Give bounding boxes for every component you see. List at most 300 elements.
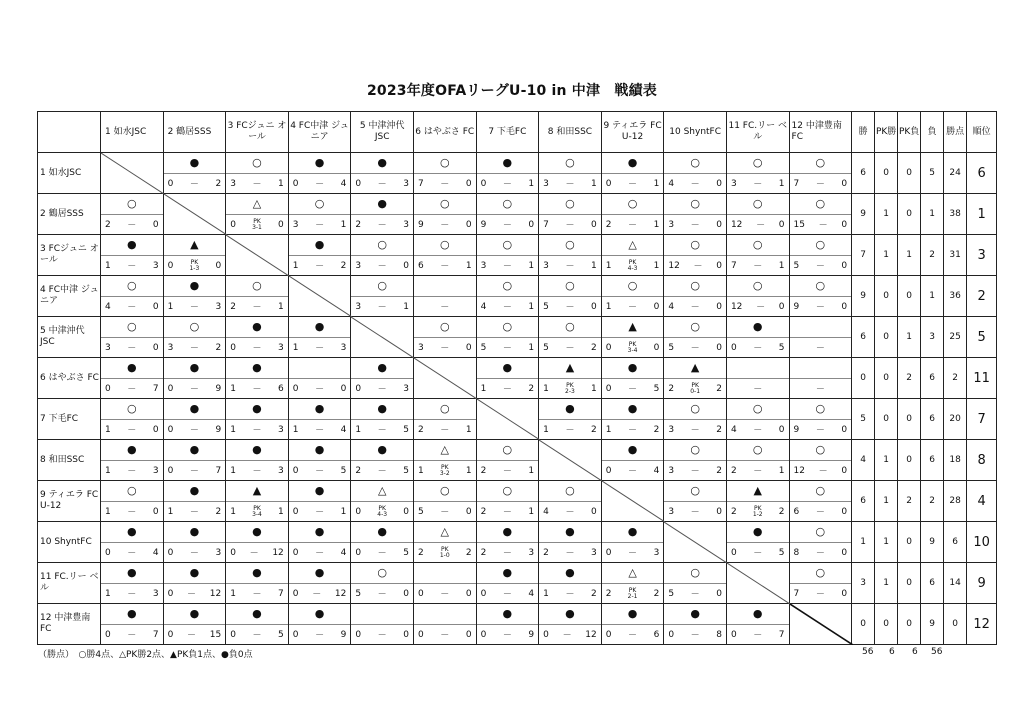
score	[602, 297, 664, 316]
score-home: 0	[292, 465, 299, 476]
score	[101, 625, 163, 644]
self-match-cell	[664, 522, 727, 563]
stat-pk-losses: 0	[898, 194, 921, 235]
score-away: 2	[591, 424, 597, 435]
score-home: 1	[292, 342, 299, 353]
score	[602, 584, 664, 603]
score-away: 0	[841, 219, 848, 230]
result-symbol-icon: ○	[101, 194, 163, 215]
match-result-cell	[226, 604, 289, 645]
self-match-cell	[226, 235, 289, 276]
table-row	[38, 235, 997, 276]
score	[351, 215, 413, 234]
match-result-cell	[601, 317, 664, 358]
score-dash: －	[315, 631, 325, 641]
match-result-cell	[288, 481, 351, 522]
match-result-cell	[539, 235, 602, 276]
result-symbol-icon: ●	[164, 276, 226, 297]
stat-pk-wins: 0	[875, 153, 898, 194]
result-symbol-icon: ●	[477, 604, 539, 625]
match-result-cell	[413, 604, 476, 645]
score-home: 1	[105, 465, 111, 476]
col-header-team: 4 FC中津 ジュニア	[288, 112, 351, 153]
result-symbol-icon: ●	[477, 153, 539, 174]
score-away: 1	[528, 342, 535, 353]
score-home: 1	[605, 424, 612, 435]
stat-pk-wins: 0	[875, 399, 898, 440]
score	[351, 379, 413, 398]
row-team-name: 1 如水JSC	[38, 153, 101, 194]
score	[790, 256, 852, 275]
match-result-cell	[101, 481, 164, 522]
result-symbol-icon	[414, 276, 476, 297]
score-dash: －	[377, 549, 387, 559]
match-result-cell	[351, 276, 414, 317]
score-away: 5	[278, 629, 284, 640]
result-symbol-icon: ●	[289, 399, 351, 420]
score-dash: －	[315, 221, 325, 231]
score-dash: －	[189, 180, 199, 190]
match-result-cell	[539, 604, 602, 645]
score-home: 8	[793, 547, 800, 558]
match-result-cell	[726, 276, 789, 317]
score-away: 5	[403, 547, 409, 558]
self-match-cell	[101, 153, 164, 194]
result-symbol-icon: ●	[351, 522, 413, 543]
match-result-cell	[664, 317, 727, 358]
pk-score: PK 3-2	[439, 463, 450, 477]
score-home: 0	[167, 547, 174, 558]
score-home: 4	[668, 178, 675, 189]
row-team-name: 5 中津沖代 JSC	[38, 317, 101, 358]
score-home: 0	[292, 506, 299, 517]
result-symbol-icon: ●	[101, 235, 163, 256]
result-symbol-icon: ○	[790, 235, 852, 256]
result-symbol-icon	[414, 604, 476, 625]
score-dash: －	[127, 467, 137, 477]
match-result-cell	[163, 276, 226, 317]
match-result-cell	[476, 604, 539, 645]
result-symbol-icon: △	[602, 563, 664, 584]
score-home: 3	[167, 342, 174, 353]
score-home: 1	[230, 424, 236, 435]
score	[101, 543, 163, 562]
score-dash: －	[753, 631, 763, 641]
score-away: 0	[465, 178, 472, 189]
stat-pk-wins: 0	[875, 358, 898, 399]
match-result-cell	[539, 153, 602, 194]
stat-points: 18	[944, 440, 967, 481]
stat-losses: 2	[921, 235, 944, 276]
results-table	[37, 111, 997, 645]
score-dash: －	[440, 344, 450, 354]
score-home: 0	[730, 629, 737, 640]
score-away: 1	[465, 465, 472, 476]
score	[727, 543, 789, 562]
stat-pk-losses: 0	[898, 399, 921, 440]
stat-points: 28	[944, 481, 967, 522]
score-dash: －	[315, 385, 325, 395]
score	[414, 420, 476, 439]
stat-rank: 7	[967, 399, 997, 440]
self-match-cell	[163, 194, 226, 235]
total-pk-wins: 6	[889, 647, 895, 657]
match-result-cell	[664, 153, 727, 194]
score-home: 0	[230, 547, 236, 558]
score-away: 12	[272, 547, 284, 558]
score-home: 9	[480, 219, 487, 230]
score-dash: －	[315, 508, 325, 518]
score	[226, 502, 288, 521]
table-row	[38, 481, 997, 522]
score	[539, 625, 601, 644]
score-home: 2	[417, 424, 424, 435]
score-away: 1	[403, 301, 409, 312]
self-match-cell	[476, 399, 539, 440]
score	[414, 461, 476, 480]
score-dash: －	[315, 344, 325, 354]
pk-score: PK 4-3	[377, 504, 388, 518]
score-dash: －	[189, 344, 199, 354]
score-home: 0	[355, 178, 362, 189]
match-result-cell	[288, 563, 351, 604]
score-away: 0	[716, 342, 722, 353]
score	[289, 502, 351, 521]
score-home: 4	[480, 301, 487, 312]
score-home: 0	[167, 588, 174, 599]
result-symbol-icon: ●	[664, 604, 726, 625]
score-home: 0	[605, 629, 612, 640]
score	[164, 543, 226, 562]
match-result-cell	[476, 194, 539, 235]
result-symbol-icon: ○	[414, 153, 476, 174]
match-result-cell	[789, 481, 852, 522]
score-away: 0	[841, 506, 848, 517]
score-home: 1	[292, 424, 299, 435]
score	[101, 338, 163, 357]
score-away: 2	[215, 178, 222, 189]
score-home: 4	[668, 301, 675, 312]
score-away: 1	[653, 219, 660, 230]
score-away: 0	[591, 219, 597, 230]
score-home: 3	[730, 178, 737, 189]
score	[727, 338, 789, 357]
score-away: 15	[209, 629, 222, 640]
result-symbol-icon: ○	[477, 235, 539, 256]
score-home: 12	[668, 260, 680, 271]
diagonal-line-icon	[351, 317, 414, 358]
score-away: 4	[152, 547, 159, 558]
score	[664, 256, 726, 275]
score	[664, 461, 726, 480]
score-away: 0	[778, 301, 785, 312]
result-symbol-icon: ○	[664, 235, 726, 256]
score-home: 0	[417, 588, 424, 599]
score-home: 0	[230, 342, 236, 353]
match-result-cell	[226, 563, 289, 604]
score	[226, 297, 288, 316]
col-header-wins: 勝	[852, 112, 875, 153]
score	[101, 502, 163, 521]
score	[226, 174, 288, 193]
table-row	[38, 153, 997, 194]
result-symbol-icon: △	[226, 194, 288, 215]
match-result-cell	[226, 317, 289, 358]
score	[414, 174, 476, 193]
result-symbol-icon: ●	[164, 440, 226, 461]
score-home: 0	[167, 178, 174, 189]
result-symbol-icon: ●	[539, 563, 601, 584]
score	[539, 584, 601, 603]
score-away: 5	[340, 465, 347, 476]
row-team-name: 12 中津豊南 FC	[38, 604, 101, 645]
score-dash: －	[252, 180, 262, 190]
score-dash: －	[377, 262, 387, 272]
score	[790, 174, 852, 193]
stat-wins: 3	[852, 563, 875, 604]
score-dash: －	[690, 631, 700, 641]
score	[790, 215, 852, 234]
result-symbol-icon: ●	[226, 399, 288, 420]
match-result-cell	[539, 522, 602, 563]
score	[164, 420, 226, 439]
match-result-cell	[163, 522, 226, 563]
match-result-cell	[101, 194, 164, 235]
score	[477, 174, 539, 193]
match-result-cell	[601, 235, 664, 276]
stat-pk-losses: 1	[898, 317, 921, 358]
match-result-cell	[539, 317, 602, 358]
score-dash: －	[189, 549, 199, 559]
match-result-cell	[413, 563, 476, 604]
table-row	[38, 440, 997, 481]
score	[414, 297, 476, 316]
score-away: 1	[591, 383, 597, 394]
match-result-cell	[539, 194, 602, 235]
score-home: 5	[543, 301, 549, 312]
match-result-cell	[664, 235, 727, 276]
stat-rank: 6	[967, 153, 997, 194]
score-home: 0	[480, 629, 487, 640]
stat-pk-losses: 0	[898, 563, 921, 604]
score-dash: －	[690, 180, 700, 190]
score-away: 3	[653, 547, 660, 558]
score-away: 7	[278, 588, 284, 599]
result-symbol-icon: ○	[790, 399, 852, 420]
result-symbol-icon: ○	[727, 153, 789, 174]
match-result-cell	[664, 194, 727, 235]
stat-pk-wins: 0	[875, 317, 898, 358]
stat-points: 38	[944, 194, 967, 235]
stat-wins: 7	[852, 235, 875, 276]
score-home: 0	[605, 342, 612, 353]
match-result-cell	[101, 399, 164, 440]
col-header-team: 7 下毛FC	[476, 112, 539, 153]
score-dash: －	[690, 508, 700, 518]
score-home: 2	[605, 588, 612, 599]
result-symbol-icon: ▲	[164, 235, 226, 256]
score-away: 7	[215, 465, 222, 476]
result-symbol-icon: ●	[602, 153, 664, 174]
match-result-cell	[726, 317, 789, 358]
score-dash: －	[818, 467, 828, 477]
score-dash: －	[628, 467, 638, 477]
stat-pk-wins: 1	[875, 481, 898, 522]
score-dash: －	[628, 303, 638, 313]
stat-pk-losses: 0	[898, 604, 921, 645]
result-symbol-icon	[790, 358, 852, 379]
stat-points: 25	[944, 317, 967, 358]
match-result-cell	[101, 358, 164, 399]
score-away: 0	[716, 219, 722, 230]
stat-points: 0	[944, 604, 967, 645]
match-result-cell	[726, 604, 789, 645]
stat-pk-wins: 1	[875, 563, 898, 604]
score	[477, 256, 539, 275]
score-dash: －	[127, 508, 137, 518]
match-result-cell	[163, 235, 226, 276]
stat-points: 14	[944, 563, 967, 604]
score-away: 3	[591, 547, 597, 558]
score	[101, 461, 163, 480]
score-home: 6	[417, 260, 424, 271]
match-result-cell	[351, 235, 414, 276]
score-home: 6	[793, 506, 800, 517]
row-team-name: 4 FC中津 ジュニア	[38, 276, 101, 317]
result-symbol-icon: ○	[790, 563, 852, 584]
score-home: 3	[668, 219, 675, 230]
score-dash: －	[127, 590, 137, 600]
match-result-cell	[539, 481, 602, 522]
score-away: 3	[215, 301, 222, 312]
score-away: 0	[841, 301, 848, 312]
score-away: 3	[528, 547, 535, 558]
score-home: 1	[167, 301, 174, 312]
result-symbol-icon: ●	[164, 358, 226, 379]
score-dash: －	[753, 549, 763, 559]
stat-rank: 12	[967, 604, 997, 645]
table-row	[38, 276, 997, 317]
table-row	[38, 563, 997, 604]
score	[226, 584, 288, 603]
match-result-cell	[288, 440, 351, 481]
score-dash: －	[252, 426, 262, 436]
self-match-cell	[601, 481, 664, 522]
score-dash: －	[756, 221, 766, 231]
score-dash: －	[690, 303, 700, 313]
match-result-cell	[101, 604, 164, 645]
score-home: 1	[292, 260, 299, 271]
match-result-cell	[601, 399, 664, 440]
score-away: 1	[528, 465, 535, 476]
score	[351, 625, 413, 644]
col-header-team: 3 FCジュニ オール	[226, 112, 289, 153]
match-result-cell	[601, 358, 664, 399]
match-result-cell	[789, 399, 852, 440]
score-dash: －	[565, 590, 575, 600]
result-symbol-icon: ●	[289, 440, 351, 461]
score-dash: －	[815, 426, 825, 436]
score-dash: －	[502, 385, 512, 395]
score-dash: －	[127, 631, 137, 641]
score	[727, 256, 789, 275]
score	[414, 256, 476, 275]
score	[351, 256, 413, 275]
pk-score: PK 3-1	[252, 217, 262, 231]
result-symbol-icon: ○	[539, 481, 601, 502]
score	[164, 625, 226, 644]
score-away: 0	[591, 301, 597, 312]
score-dash: －	[502, 631, 512, 641]
score-home: 1	[167, 506, 174, 517]
score-away: 4	[340, 178, 347, 189]
score-dash: －	[565, 180, 575, 190]
match-result-cell	[351, 194, 414, 235]
stat-losses: 9	[921, 604, 944, 645]
result-symbol-icon: ●	[164, 563, 226, 584]
score-dash: －	[127, 426, 137, 436]
match-result-cell	[789, 276, 852, 317]
score-dash: －	[189, 303, 199, 313]
score-dash: －	[818, 221, 828, 231]
result-symbol-icon: ●	[477, 358, 539, 379]
match-result-cell	[789, 522, 852, 563]
score-dash: －	[502, 549, 512, 559]
score-away: 7	[152, 629, 159, 640]
score	[790, 584, 852, 603]
table-row	[38, 399, 997, 440]
score	[414, 215, 476, 234]
result-symbol-icon: ●	[351, 440, 413, 461]
score-away: 0	[403, 260, 409, 271]
result-symbol-icon: ○	[414, 399, 476, 420]
stat-wins: 9	[852, 276, 875, 317]
result-symbol-icon: ○	[477, 440, 539, 461]
score-home: 0	[230, 629, 236, 640]
score-home: 0	[167, 260, 174, 271]
score-dash: －	[377, 385, 387, 395]
score-dash: －	[127, 549, 137, 559]
score	[477, 502, 539, 521]
stat-pk-losses: 0	[898, 440, 921, 481]
score-home: 5	[668, 342, 675, 353]
score-away: 2	[778, 506, 785, 517]
score-home: 7	[417, 178, 424, 189]
result-symbol-icon: ●	[539, 399, 601, 420]
match-result-cell	[226, 194, 289, 235]
score-home: 3	[543, 260, 549, 271]
match-result-cell	[101, 235, 164, 276]
score-dash: －	[565, 426, 575, 436]
score	[539, 379, 601, 398]
score-away: 0	[716, 178, 722, 189]
no-match-dash: －	[753, 385, 763, 395]
score-away: 8	[716, 629, 722, 640]
total-pk-losses: 6	[912, 647, 918, 657]
score-home: 1	[605, 260, 612, 271]
score-dash: －	[565, 344, 575, 354]
pk-score: PK 2-1	[627, 586, 638, 600]
stat-wins: 0	[852, 358, 875, 399]
match-result-cell	[413, 440, 476, 481]
row-team-name: 11 FC.リー ベル	[38, 563, 101, 604]
score	[602, 379, 664, 398]
result-symbol-icon: ○	[101, 276, 163, 297]
score-home: 2	[730, 465, 737, 476]
score	[289, 215, 351, 234]
score-away: 1	[528, 260, 535, 271]
score-home: 0	[105, 383, 111, 394]
